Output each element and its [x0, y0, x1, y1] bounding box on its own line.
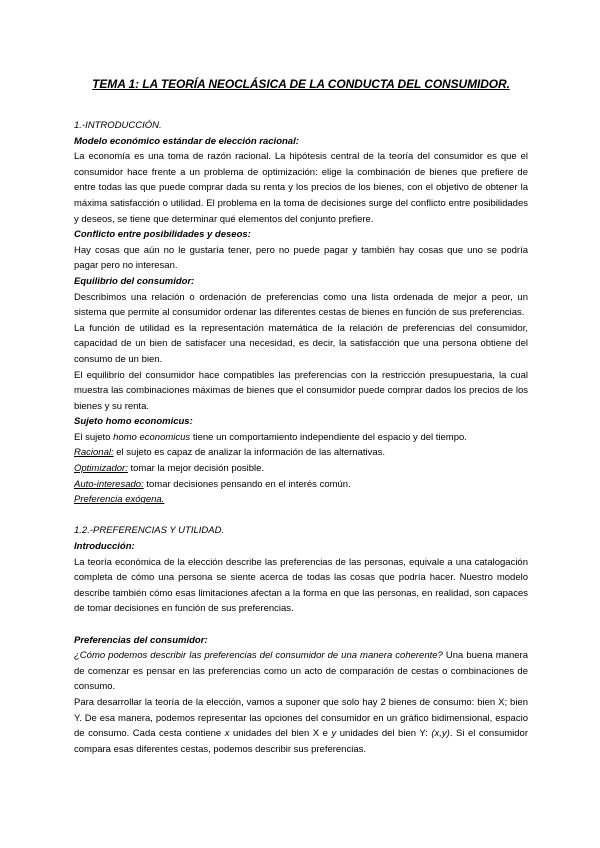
paragraph: La economía es una toma de razón racional. La hipótesis central de la teoría del consumidor es que el consumidor hace frente a un problema de optimización: elige la combinación de bienes que prefiere de entre todas las que puede comprar dada su renta y los precios de los bienes, con el objetivo de obtener la máxima satisfacción o utilidad. El problema en la toma de decisiones surge del conflicto entre posibilidades y deseos, se tiene que determinar qué elementos del conjunto prefiere.: [74, 151, 528, 225]
subheading-preferencias-consumidor: Preferencias del consumidor:: [74, 634, 208, 646]
subheading-equilibrio: Equilibrio del consumidor:: [74, 275, 195, 287]
paragraph: [74, 695, 528, 757]
section-heading-preferencias-utilidad: 1.2.-PREFERENCIAS Y UTILIDAD.: [74, 525, 225, 537]
text-run: Para desarrollar la teoría de la elección, vamos a suponer que solo hay 2 bienes de consumo: bien X; bien Y. De esa manera, podemos representar las opciones del consumidor en un gráfico bidimensional, espacio de consumo. Cada cesta contiene: [74, 696, 528, 740]
text-run: El sujeto: [74, 431, 114, 443]
paragraph: El equilibrio del consumidor hace compatibles las preferencias con la restricción presupuestaria, la cual muestra las combinaciones máximas de bienes que el consumidor puede comprar dados los precios de los bienes y su renta.: [74, 369, 528, 412]
term-label: Auto-interesado:: [74, 478, 144, 490]
spacer: [74, 508, 528, 524]
document-body: [74, 76, 528, 757]
question-text: ¿Cómo podemos describir las preferencias del consumidor de una manera coherente?: [74, 650, 443, 662]
paragraph: [74, 648, 528, 695]
bundle-notation: (x,y): [431, 728, 450, 740]
term-text: tomar la mejor decisión posible.: [127, 463, 265, 475]
subheading-modelo-economico: Modelo económico estándar de elección racional:: [74, 135, 299, 147]
term-label: Preferencia exógena.: [74, 494, 165, 506]
emphasis-text: homo economicus: [113, 431, 191, 443]
subheading-introduccion: Introducción:: [74, 541, 135, 553]
term-text: el sujeto es capaz de analizar la información de las alternativas.: [113, 447, 386, 459]
text-run: . Si el consumidor compara esas diferentes cestas, podemos describir sus preferencias.: [74, 728, 528, 755]
section-heading-introduccion: 1.-INTRODUCCIÓN.: [74, 120, 162, 131]
definition-optimizador: [74, 461, 528, 477]
paragraph: La función de utilidad es la representación matemática de la relación de preferencias del consumidor, capacidad de un bien de satisfacer una necesidad, es decir, la satisfacción que una persona obtiene del consumo de un bien.: [74, 322, 528, 365]
paragraph: Hay cosas que aún no le gustaría tener, pero no puede pagar y también hay cosas que uno se podría pagar pero no interesan.: [74, 244, 528, 272]
term-text: tomar decisiones pensando en el interés común.: [143, 478, 351, 490]
document-title: TEMA 1: LA TEORÍA NEOCLÁSICA DE LA CONDUCTA DEL CONSUMIDOR.: [92, 77, 510, 91]
subheading-homo-economicus: Sujeto homo economicus:: [74, 416, 193, 428]
definition-racional: [74, 445, 528, 461]
text-run: unidades del bien X e: [229, 728, 332, 740]
spacer: [74, 617, 528, 633]
paragraph: Describimos una relación o ordenación de preferencias como una lista ordenada de mejor a peor, un sistema que permite al consumidor ordenar las diferentes cestas de bienes en función de sus preferencias.: [74, 291, 528, 319]
definition-auto-interesado: [74, 477, 528, 493]
subheading-conflicto: Conflicto entre posibilidades y deseos:: [74, 229, 251, 241]
variable-x: x: [224, 728, 230, 740]
variable-y: y: [331, 728, 337, 740]
paragraph: La teoría económica de la elección describe las preferencias de las personas, equivale a una catalogación completa de cómo una persona se siente acerca de todas las cosas que podría hacer. Nuestro modelo describe también cómo esas limitaciones afectan a la forma en que las personas, en realidad, son capaces de tomar decisiones en función de sus preferencias.: [74, 556, 528, 615]
text-run: tiene un comportamiento independiente del espacio y del tiempo.: [190, 431, 467, 443]
term-label: Optimizador:: [74, 463, 128, 475]
text-run: unidades del bien Y:: [336, 728, 432, 740]
paragraph: [74, 430, 528, 446]
term-label: Racional:: [74, 447, 114, 459]
definition-preferencia-exogena: [74, 492, 528, 508]
text-run: Una buena manera de comenzar es pensar en las preferencias como un acto de comparación de cestas o combinaciones de consumo.: [74, 650, 529, 693]
